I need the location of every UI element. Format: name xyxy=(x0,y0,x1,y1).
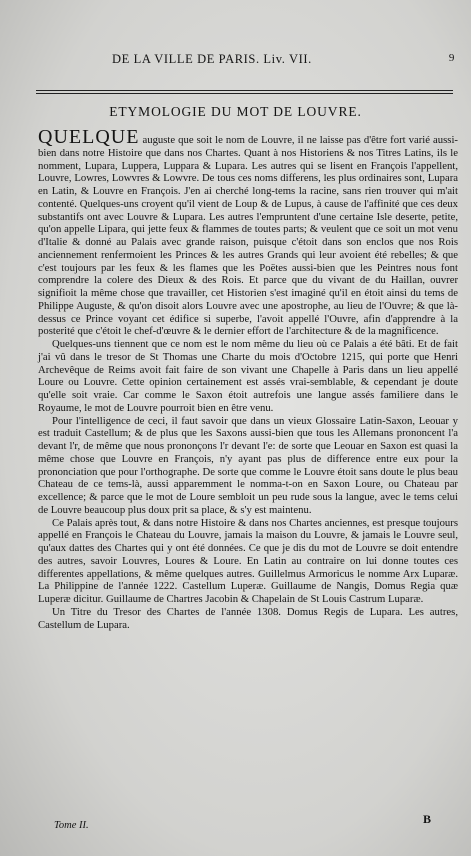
quire-mark: B xyxy=(422,812,431,826)
running-header xyxy=(60,52,459,68)
top-rule-double xyxy=(36,93,453,94)
paragraph-1-text: auguste que soit le nom de Louvre, il ne laisse pas d'être fort varié aussi-bien dans notre Histoire que dans nos Chartes. Quant à nos Historiens & nos Titres Latins, ils le nomment, Lupara, Luppera, Luppara & Lupara. Les autres qui se lisent en François l'appellent, Louvre, Lowres, Lowvres & Lowvre. De tous ces noms differens, les plus ordinaires sont, Lupara en Latin, & Louvre en François. J'en ai cherché long-tems la racine, sans rien trouver qui m'ait contenté. Quelques-uns croyent qu'il vient de Loup & de Lupus, à cause de l'affinité que ces deux substantifs ont avec Louvre & Lupara. Les autres l'empruntent d'une certaine Isle deserte, petite, qu'on appelle Lipara, qui jette feux & flammes de toutes parts; & veulent que ce soit un mot venu d'Italie & donné au Palais avec grande raison, puisque c'étoit dans son enclos que nos Rois anciennement renfermoient les Princes & les autres Grands qui leur avoient été rebelles; & que c'est toujours par les feux & les flames que les Poëtes aussi-bien que les Peintres nous font comprendre la colere des Dieux & des Rois. Et parce que du vivant de du Haillan, ouvrer signifioit la même chose que travailler, cet Historien s'est imaginé qu'il en étoit ainsi du tems de Philippe Auguste, & qu'on disoit alors Louvre avec une apostrophe, au lieu de l'Ouvre; & que là-dessus ce Prince voyant cet édifice si superbe, l'avoit appellé l'Ouvre, afin d'apprendre à la posterité que c'étoit le chef-d'œuvre & le dernier effort de l'architecture & de la magnificence. xyxy=(38,134,458,338)
paragraph-4: Ce Palais après tout, & dans notre Histoire & dans nos Chartes anciennes, est presque toujours appellé en François le Chateau du Louvre, jamais la maison du Louvre, & jamais le Louvre seul, qu'aux dattes des Chartes qui y ont été données. Ce que je dis du mot de Louvre se doit entendre des autres, savoir Louvres, Loures & Loure. En Latin au contraire on lui donne toutes ces differentes appellations, & même quelques autres. Guillelmus Armoricus le nomme Arx Luparæ. La Philippine de l'année 1222. Castellum Luperæ. Guillaume de Nangis, Domus Regia quæ Luperæ dicitur. Guillaume de Chartres Jacobin & Chapelain de St Louis Castrum Luparæ. xyxy=(38,516,458,605)
paragraph-5: Un Titre du Tresor des Chartes de l'année 1308. Domus Regis de Lupara. Les autres, Castellum de Lupara. xyxy=(38,605,458,631)
section-title: ETYMOLOGIE DU MOT DE LOUVRE. xyxy=(109,104,362,119)
paragraph-1 xyxy=(38,126,458,338)
drop-cap: QUELQUE xyxy=(38,126,140,148)
body-text xyxy=(38,126,458,631)
paragraph-3: Pour l'intelligence de ceci, il faut savoir que dans un vieux Glossaire Latin-Saxon, Leouar y est traduit Castellum; & de plus que les Saxons aussi-bien que tous les Allemans prononcent l'a devant l'r, de même que nous prononçons l'r devant l'e: de sorte que Leouar en Saxon est quasi la même chose que Louvre en François, n'y ayant pas plus de difference entre eux pour la prononciation que pour l'orthographe. De sorte que comme le Louvre étoit sans doute le plus beau Chateau de ce tems-là, aussi apparemment le nomma-t-on en Saxon Loure, ou Chateau par excellence; & parce que le mot de Loure sembloit un peu rude sous la langue, avec le tems celui de Louvre beaucoup plus doux prit sa place, & s'y est maintenu. xyxy=(38,414,458,516)
volume-signature: Tome II. xyxy=(54,820,89,831)
page-number: 9 xyxy=(448,52,455,64)
top-rule xyxy=(36,90,453,91)
running-title: DE LA VILLE DE PARIS. Liv. VII. xyxy=(112,52,312,66)
paragraph-2: Quelques-uns tiennent que ce nom est le nom même du lieu où ce Palais a été bâti. Et de fait j'ai vû dans le tresor de St Thomas une Charte du mois d'Octobre 1215, qui porte que Henri Archevêque de Reims avoit fait faire de son vivant une Chapelle à Paris dans un lieu appellé Loure ou Louvre. Cette opinion certainement est assés vrai-semblable, & cependant je doute qu'elle soit vraie. Car comme le Saxon étoit autrefois une langue assés familiere dans le Royaume, le mot de Louvre pourroit bien en être venu. xyxy=(38,338,458,414)
page-footer xyxy=(54,812,431,834)
